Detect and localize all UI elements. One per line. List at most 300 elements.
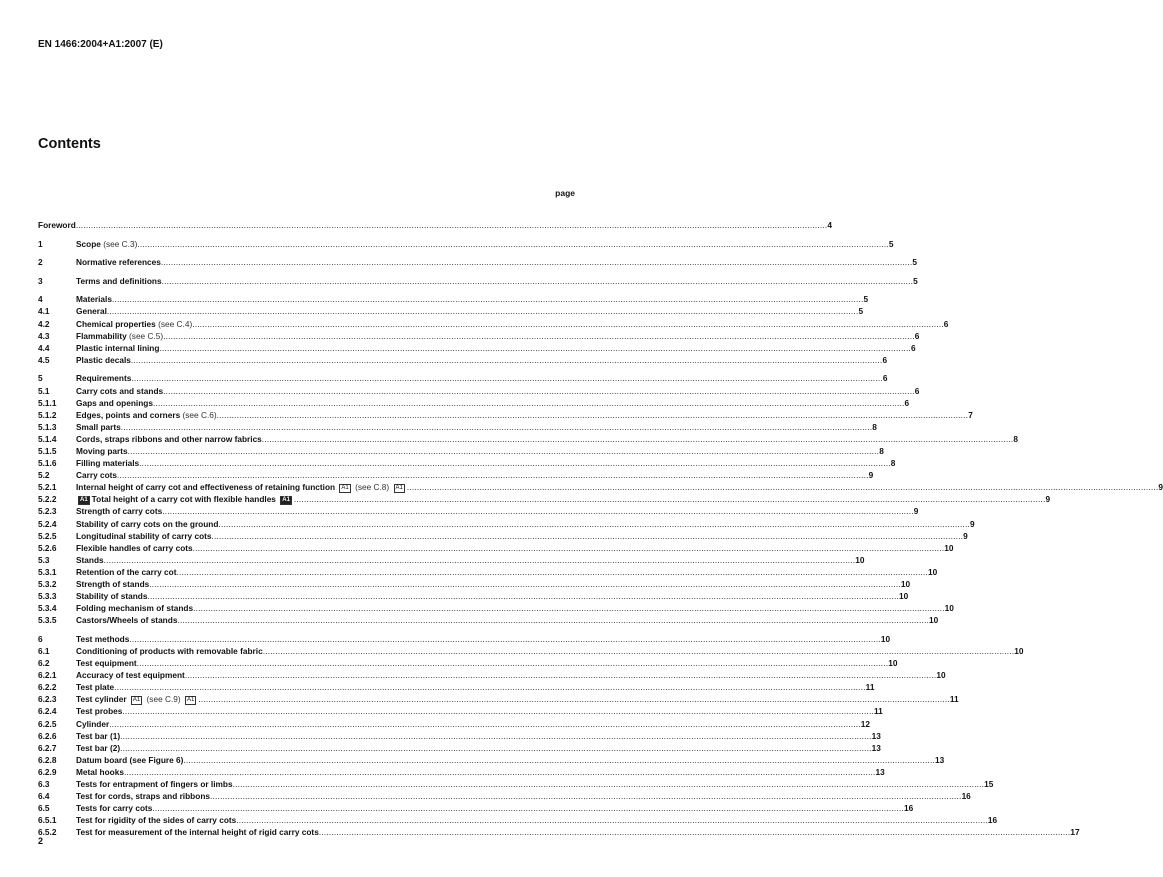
toc-entry[interactable] (38, 718, 870, 730)
section-title (76, 293, 112, 305)
section-title (76, 445, 128, 457)
section-title-text: Datum board (see Figure 6) (76, 754, 184, 765)
section-page: 6 (911, 342, 916, 353)
section-page: 6 (943, 318, 949, 329)
section-number: 5.1.3 (38, 421, 57, 432)
section-title (76, 766, 124, 778)
toc-entry[interactable] (38, 645, 1024, 657)
dot-leader: ............................................................................................................................................................................................................................................................................................................ (123, 766, 876, 777)
toc-entry[interactable] (38, 342, 916, 354)
section-title-text: Plastic internal lining (76, 342, 160, 353)
dot-leader: ............................................................................................................................................................................................................................................................................................................ (139, 458, 891, 469)
toc-entry[interactable] (38, 730, 881, 742)
section-title-text: Test for measurement of the internal height of rigid carry cots (76, 827, 319, 838)
section-number: 5.3.3 (38, 591, 57, 602)
toc-entry[interactable] (38, 578, 911, 590)
section-title-text: Strength of stands (76, 579, 150, 590)
section-page: 10 (880, 633, 891, 644)
toc-entry[interactable] (38, 790, 971, 802)
section-title (76, 518, 218, 530)
section-title-text: Flexible handles of carry cots (76, 542, 193, 553)
dot-leader: ............................................................................................................................................................................................................................................................................................................ (232, 779, 985, 790)
section-title (76, 633, 129, 645)
section-title-text: Tests for entrapment of fingers or limbs (76, 779, 233, 790)
dot-leader: ............................................................................................................................................................................................................................................................................................................ (406, 482, 1159, 493)
section-title-text: Test equipment (76, 658, 137, 669)
section-page: 17 (1070, 827, 1080, 838)
toc-entry[interactable] (38, 238, 894, 250)
section-title (76, 275, 162, 287)
section-title (76, 645, 263, 657)
toc-entry[interactable] (38, 330, 920, 342)
section-title-text: Cylinder (76, 718, 110, 729)
section-title (76, 409, 217, 421)
dot-leader: ............................................................................................................................................................................................................................................................................................................ (218, 518, 970, 529)
dot-leader: ............................................................................................................................................................................................................................................................................................................ (120, 421, 873, 432)
section-title (76, 578, 149, 590)
section-page: 15 (984, 779, 994, 790)
section-page: 10 (855, 554, 865, 565)
section-title (76, 681, 114, 693)
toc-entry[interactable] (38, 354, 888, 366)
section-title (76, 554, 104, 566)
toc-entry[interactable] (38, 305, 864, 317)
section-number: 5.1.6 (38, 458, 57, 469)
amendment-end-icon: A1 (282, 497, 290, 504)
section-title (38, 219, 76, 231)
dot-leader: ............................................................................................................................................................................................................................................................................................................ (117, 470, 869, 481)
section-page: 13 (875, 766, 885, 777)
dot-leader: ............................................................................................................................................................................................................................................................................................................ (262, 646, 1015, 656)
section-page: 10 (900, 579, 911, 590)
section-title (76, 566, 177, 578)
section-page: 6 (914, 385, 920, 396)
section-page: 10 (888, 658, 898, 669)
section-number: 6.2.5 (38, 718, 57, 729)
section-title (76, 802, 152, 814)
section-title (76, 385, 163, 397)
section-number: 6 (38, 633, 43, 644)
section-number: 5.1.2 (38, 409, 57, 420)
amendment-end-icon: A1 (186, 697, 195, 704)
section-title (76, 602, 193, 614)
dot-leader: ............................................................................................................................................................................................................................................................................................................ (137, 238, 889, 249)
toc-entry[interactable] (38, 505, 919, 517)
section-number: 4.5 (38, 354, 50, 365)
section-title (76, 256, 161, 268)
section-page: 5 (888, 238, 894, 249)
section-title-text: Flammability (76, 330, 127, 341)
section-number: 6.2.7 (38, 742, 57, 753)
toc-entry[interactable] (38, 826, 1080, 838)
section-title (76, 730, 120, 742)
dot-leader: ............................................................................................................................................................................................................................................................................................................ (163, 330, 915, 341)
section-number: 5 (38, 373, 43, 384)
section-title (76, 421, 121, 433)
section-page: 5 (913, 275, 918, 286)
section-title (76, 614, 177, 626)
section-title (76, 814, 236, 826)
section-title-text: Total height of a carry cot with flexible handles (91, 494, 276, 505)
section-title-text: Plastic decals (76, 354, 131, 365)
section-number: 4.3 (38, 330, 50, 341)
section-title-text: Test for cords, straps and ribbons (76, 791, 211, 802)
section-title-text: Stability of stands (76, 591, 148, 602)
section-number: 6.2.2 (38, 682, 57, 693)
section-number: 6.2.8 (38, 754, 57, 765)
section-page: 9 (868, 470, 874, 481)
section-note: (see C.6) (182, 409, 217, 420)
dot-leader: ............................................................................................................................................................................................................................................................................................................ (193, 603, 945, 614)
section-title-text: Test plate (76, 682, 115, 693)
section-number: 5.2.4 (38, 518, 57, 529)
section-number: 6.2.3 (38, 694, 57, 705)
section-title (76, 669, 185, 681)
section-number: 1 (38, 238, 43, 249)
dot-leader: ............................................................................................................................................................................................................................................................................................................ (131, 373, 883, 384)
section-title (76, 657, 137, 669)
dot-leader: ............................................................................................................................................................................................................................................................................................................ (152, 803, 904, 814)
dot-leader: ............................................................................................................................................................................................................................................................................................................ (122, 706, 874, 717)
toc-entry[interactable] (38, 481, 1163, 493)
section-page: 8 (890, 458, 896, 469)
section-title (76, 318, 192, 330)
section-number: 4.1 (38, 306, 50, 317)
section-number: 5.1.4 (38, 433, 57, 444)
dot-leader: ............................................................................................................................................................................................................................................................................................................ (211, 530, 964, 541)
section-page: 9 (963, 530, 968, 541)
dot-leader: ............................................................................................................................................................................................................................................................................................................ (159, 342, 911, 353)
section-number: 5.2.6 (38, 542, 57, 553)
toc-entry[interactable] (38, 518, 975, 530)
toc-entry[interactable] (38, 219, 832, 231)
section-title-text: Test methods (76, 633, 130, 644)
dot-leader: ............................................................................................................................................................................................................................................................................................................ (106, 306, 859, 317)
section-title (76, 433, 262, 445)
dot-leader: ............................................................................................................................................................................................................................................................................................................ (293, 494, 1046, 505)
section-page: 11 (865, 682, 875, 693)
section-page: 6 (882, 354, 888, 365)
section-page: 13 (934, 754, 945, 765)
section-title (76, 354, 131, 366)
section-title-text: Normative references (76, 257, 161, 268)
toc-entry[interactable] (38, 705, 883, 717)
section-title-text: Materials (76, 294, 112, 305)
section-page: 13 (871, 742, 881, 753)
page-title: Contents (38, 136, 101, 152)
toc-entry[interactable] (38, 693, 959, 705)
section-title-text: Edges, points and corners (76, 409, 181, 420)
section-number: 6.4 (38, 791, 50, 802)
toc-entry[interactable] (38, 766, 885, 778)
section-page: 12 (860, 718, 870, 729)
section-title-text: Conditioning of products with removable fabric (76, 646, 263, 656)
section-title (76, 305, 107, 317)
section-title-text: Test bar (1) (76, 730, 121, 741)
toc-entry[interactable] (38, 318, 949, 330)
section-title-text: Terms and definitions (76, 275, 162, 286)
section-title (76, 372, 131, 384)
section-title-text: Longitudinal stability of carry cots (76, 530, 212, 541)
section-page: 8 (1013, 433, 1018, 444)
dot-leader: ............................................................................................................................................................................................................................................................................................................ (163, 385, 915, 396)
toc-entry[interactable] (38, 681, 875, 693)
section-number: 4 (38, 294, 43, 305)
dot-leader: ............................................................................................................................................................................................................................................................................................................ (153, 397, 905, 408)
section-note: (see C.9) (146, 694, 181, 705)
section-page: 6 (914, 330, 920, 341)
section-title-text: Stands (76, 554, 104, 565)
toc-entry[interactable] (38, 457, 896, 469)
toc-entry[interactable] (38, 778, 994, 790)
dot-leader: ............................................................................................................................................................................................................................................................................................................ (261, 433, 1014, 444)
toc-entry[interactable] (38, 542, 954, 554)
section-page: 13 (871, 730, 881, 741)
section-page: 5 (912, 257, 918, 268)
section-title (76, 238, 137, 250)
section-number: 5.2.5 (38, 530, 57, 541)
toc-entry[interactable] (38, 602, 954, 614)
section-number: 6.5.1 (38, 815, 57, 826)
section-title-text: Test for rigidity of the sides of carry cots (76, 815, 237, 826)
section-title-text: Accuracy of test equipment (76, 670, 185, 681)
section-page: 9 (1158, 482, 1163, 493)
section-title (76, 530, 212, 542)
section-title-text: Castors/Wheels of stands (76, 615, 178, 626)
section-number: 6.2 (38, 658, 50, 669)
section-title-text: Stability of carry cots on the ground (76, 518, 219, 529)
section-page: 11 (949, 694, 959, 705)
section-page: 16 (961, 791, 971, 802)
toc-entry[interactable] (38, 293, 869, 305)
dot-leader: ............................................................................................................................................................................................................................................................................................................ (147, 591, 900, 602)
section-note: (see C.8) (355, 482, 390, 493)
section-page: 9 (913, 506, 919, 517)
toc-entry[interactable] (38, 754, 945, 766)
section-title (76, 590, 147, 602)
section-number: 6.2.4 (38, 706, 57, 717)
section-title (76, 705, 122, 717)
dot-leader: ............................................................................................................................................................................................................................................................................................................ (192, 318, 944, 329)
toc-entry[interactable] (38, 445, 884, 457)
section-title-text: Internal height of carry cot and effectiveness of retaining function (76, 482, 336, 493)
dot-leader: ............................................................................................................................................................................................................................................................................................................ (130, 354, 883, 365)
section-page: 10 (899, 591, 909, 602)
section-number: 5.3.2 (38, 579, 57, 590)
section-title (76, 330, 163, 342)
section-title-text: Scope (76, 238, 101, 249)
section-page: 6 (904, 397, 910, 408)
toc-entry[interactable] (38, 493, 1051, 505)
section-number: 6.2.9 (38, 766, 57, 777)
section-title (76, 718, 109, 730)
toc-entry[interactable] (38, 421, 877, 433)
dot-leader: ............................................................................................................................................................................................................................................................................................................ (129, 633, 881, 644)
section-page: 10 (936, 670, 946, 681)
dot-leader: ............................................................................................................................................................................................................................................................................................................ (162, 506, 914, 517)
section-page: 10 (928, 615, 939, 626)
toc-entry[interactable] (38, 397, 910, 409)
section-page: 6 (882, 373, 888, 384)
section-title-text: Folding mechanism of stands (76, 603, 194, 614)
section-page: 10 (928, 566, 938, 577)
toc-entry[interactable] (38, 409, 973, 421)
dot-leader: ............................................................................................................................................................................................................................................................................................................ (183, 754, 935, 765)
dot-leader: ............................................................................................................................................................................................................................................................................................................ (136, 658, 889, 669)
section-title (76, 778, 233, 790)
section-title (76, 457, 139, 469)
dot-leader: ............................................................................................................................................................................................................................................................................................................ (177, 615, 929, 626)
section-title (76, 826, 319, 838)
amendment-start-icon: A1 (80, 497, 88, 504)
amendment-end-icon: A1 (395, 485, 403, 492)
section-title (76, 542, 193, 554)
document-header: EN 1466:2004+A1:2007 (E) (38, 39, 163, 50)
section-note: (see C.3) (103, 238, 138, 249)
section-title-text: Carry cots (76, 470, 118, 481)
section-page: 16 (903, 803, 914, 814)
section-number: 5.2.1 (38, 482, 57, 493)
toc-entry[interactable] (38, 433, 1018, 445)
dot-leader: ............................................................................................................................................................................................................................................................................................................ (109, 718, 861, 729)
section-number: 5.3.1 (38, 566, 57, 577)
section-title-text: Tests for carry cots (76, 803, 153, 814)
section-title-text: Test cylinder (76, 694, 127, 705)
section-title-text: Requirements (76, 373, 132, 384)
section-number: 5.3.5 (38, 615, 57, 626)
section-title (76, 397, 153, 409)
section-number: 6.5.2 (38, 827, 57, 838)
section-number: 5.3.4 (38, 603, 57, 614)
section-page: 11 (873, 706, 883, 717)
dot-leader: ............................................................................................................................................................................................................................................................................................................ (127, 446, 880, 456)
amendment-start-icon: A1 (132, 697, 141, 704)
section-title-text: Cords, straps ribbons and other narrow fabrics (76, 433, 262, 444)
dot-leader: ............................................................................................................................................................................................................................................................................................................ (160, 257, 913, 268)
dot-leader: ............................................................................................................................................................................................................................................................................................................ (176, 566, 929, 577)
dot-leader: ............................................................................................................................................................................................................................................................................................................ (103, 554, 856, 565)
section-number: 5.2.3 (38, 506, 57, 517)
section-number: 6.1 (38, 646, 50, 656)
section-page: 8 (879, 446, 884, 456)
section-title (76, 469, 117, 481)
section-page: 10 (944, 603, 954, 614)
section-title-text: Foreword (38, 220, 76, 230)
section-title-text: Small parts (76, 421, 121, 432)
dot-leader: ............................................................................................................................................................................................................................................................................................................ (216, 409, 969, 420)
dot-leader: ............................................................................................................................................................................................................................................................................................................ (111, 294, 864, 305)
section-title (76, 693, 198, 705)
toc-entry[interactable] (38, 590, 909, 602)
section-title-text: Retention of the carry cot (76, 566, 177, 577)
toc-entry[interactable] (38, 275, 918, 287)
section-number: 5.2.2 (38, 494, 57, 505)
section-page: 9 (970, 518, 975, 529)
section-page: 5 (858, 306, 864, 317)
section-page: 16 (987, 815, 998, 826)
section-title (76, 493, 294, 505)
dot-leader: ............................................................................................................................................................................................................................................................................................................ (75, 220, 828, 230)
section-number: 5.2 (38, 470, 50, 481)
section-number: 5.1 (38, 385, 50, 396)
section-note: (see C.5) (129, 330, 164, 341)
section-page: 8 (872, 421, 877, 432)
toc-entry[interactable] (38, 614, 939, 626)
section-title (76, 342, 159, 354)
dot-leader: ............................................................................................................................................................................................................................................................................................................ (184, 670, 937, 681)
dot-leader: ............................................................................................................................................................................................................................................................................................................ (161, 275, 914, 286)
dot-leader: ............................................................................................................................................................................................................................................................................................................ (318, 827, 1071, 838)
section-number: 4.2 (38, 318, 50, 329)
section-title (76, 742, 120, 754)
section-title-text: Gaps and openings (76, 397, 153, 408)
section-title (76, 790, 210, 802)
section-title-text: Carry cots and stands (76, 385, 164, 396)
section-number: 2 (38, 257, 43, 268)
toc-entry[interactable] (38, 669, 946, 681)
toc-entry[interactable] (38, 385, 920, 397)
dot-leader: ............................................................................................................................................................................................................................................................................................................ (120, 742, 872, 753)
section-number: 5.1.1 (38, 397, 57, 408)
section-title (76, 754, 183, 766)
page-number: 2 (38, 836, 44, 846)
dot-leader: ............................................................................................................................................................................................................................................................................................................ (192, 542, 945, 553)
section-number: 3 (38, 275, 43, 286)
toc-entry[interactable] (38, 566, 938, 578)
toc-entry[interactable] (38, 814, 998, 826)
section-number: 4.4 (38, 342, 50, 353)
toc-entry[interactable] (38, 530, 968, 542)
section-title (76, 481, 407, 493)
section-number: 6.2.6 (38, 730, 57, 741)
toc-entry[interactable] (38, 256, 918, 268)
section-title (76, 505, 162, 517)
section-title-text: Moving parts (76, 446, 128, 456)
section-title-text: Test bar (2) (76, 742, 121, 753)
section-title-text: Strength of carry cots (76, 506, 163, 517)
dot-leader: ............................................................................................................................................................................................................................................................................................................ (114, 682, 866, 693)
section-page: 10 (1014, 646, 1024, 656)
toc-entry[interactable] (38, 372, 888, 384)
dot-leader: ............................................................................................................................................................................................................................................................................................................ (236, 815, 988, 826)
section-title-text: Filling materials (76, 458, 140, 469)
toc-entry[interactable] (38, 554, 865, 566)
section-number: 6.5 (38, 803, 50, 814)
page-column-label: page (555, 188, 575, 198)
toc-entry[interactable] (38, 633, 891, 645)
toc-entry[interactable] (38, 742, 881, 754)
section-number: 6.3 (38, 779, 50, 790)
section-title-text: Chemical properties (76, 318, 156, 329)
dot-leader: ............................................................................................................................................................................................................................................................................................................ (198, 694, 950, 705)
amendment-start-icon: A1 (341, 485, 349, 492)
section-title-text: Test probes (76, 706, 123, 717)
dot-leader: ............................................................................................................................................................................................................................................................................................................ (149, 579, 901, 590)
toc-entry[interactable] (38, 469, 874, 481)
section-number: 6.2.1 (38, 670, 57, 681)
section-page: 5 (863, 294, 869, 305)
section-page: 9 (1045, 494, 1051, 505)
toc-entry[interactable] (38, 657, 898, 669)
table-of-contents (38, 219, 1163, 839)
section-title-text: General (76, 306, 107, 317)
section-title-text: Metal hooks (76, 766, 124, 777)
section-page: 4 (827, 220, 832, 230)
dot-leader: ............................................................................................................................................................................................................................................................................................................ (210, 791, 962, 802)
section-page: 7 (968, 409, 973, 420)
section-number: 5.3 (38, 554, 50, 565)
toc-entry[interactable] (38, 802, 914, 814)
